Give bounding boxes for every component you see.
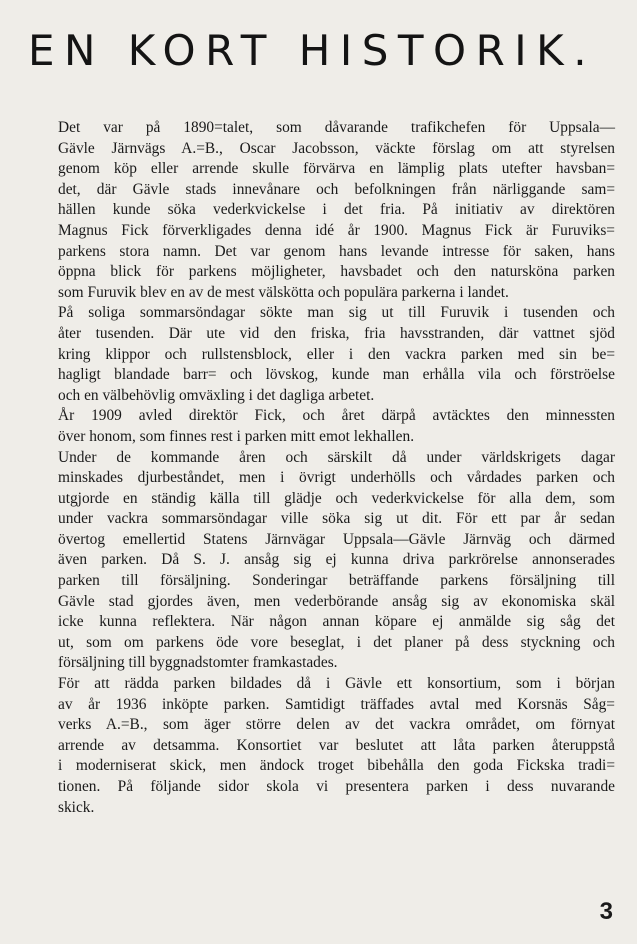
paragraph-5: För att rädda parken bildades då i Gävle ett konsortium, som i början av år 1936 inköpte parken. Samtidigt träffades avtal med Korsnäs Såg= verks A.=B., som äger större delen av det vackra området, om förnyat arrende av detsamma. Konsortiet var beslutet att låta parken återuppstå i moderniserat skick, men ändock troget bibehålla den goda Fickska tradi= tionen. På följande sidor skola vi presentera parken i dess nuvarande skick. (58, 675, 615, 816)
paragraph-2: På soliga sommarsöndagar sökte man sig ut till Furuvik i tusenden och åter tusenden. Där ute vid den friska, fria havsstranden, där vattnet sjöd kring klippor och rullstensblock, eller i den vackra parken med sin be= hagligt blandade barr= och lövskog, kunde man erhålla vila och förströelse och en välbehövlig omväxling i det dagliga arbetet. (58, 304, 615, 404)
paragraph-1: Det var på 1890=talet, som dåvarande trafikchefen för Uppsala— Gävle Järnvägs A.=B., Oscar Jacobsson, väckte förslag om att styrelsen genom köp eller arrende skulle förvärva en lämplig plats utefter havsban= det, där Gävle stads innevånare och befolkningen från närliggande sam= hällen kunde söka vederkvickelse i det fria. På initiativ av direktören Magnus Fick förverkligades denna idé år 1900. Magnus Fick är Furuviks= parkens stora namn. Det var genom hans levande intresse för saken, hans öppna blick för parkens möjligheter, havsbadet och den natursköna parken som Furuvik blev en av de mest välskötta och populära parkerna i landet. (58, 119, 615, 301)
page-number: 3 (599, 898, 613, 925)
page-title: EN KORT HISTORIK. (28, 26, 597, 75)
paragraph-3: År 1909 avled direktör Fick, och året därpå avtäcktes den minnessten över honom, som finnes rest i parken mitt emot lekhallen. (58, 407, 615, 445)
article-body (30, 118, 615, 818)
paragraph-4: Under de kommande åren och särskilt då under världskrigets dagar minskades djurbeståndet, men i övrigt underhölls och vårdades parken och utgjorde en ständig källa till glädje och vederkvickelse för alla dem, som under vackra sommarsöndagar ville söka sig ut dit. För ett par år sedan övertog emellertid Statens Järnvägar Uppsala—Gävle Järnväg och därmed även parken. Då S. J. ansåg sig ej kunna driva parkrörelse annonserades parken till försäljning. Sonderingar beträffande parkens försäljning till Gävle stad gjordes även, men vederbörande ansåg sig av ekonomiska skäl icke kunna reflektera. När någon annan köpare ej anmälde sig såg det ut, som om parkens öde vore beseglat, i det planer på dess styckning och försäljning till byggnadstomter framkastades. (58, 448, 615, 672)
